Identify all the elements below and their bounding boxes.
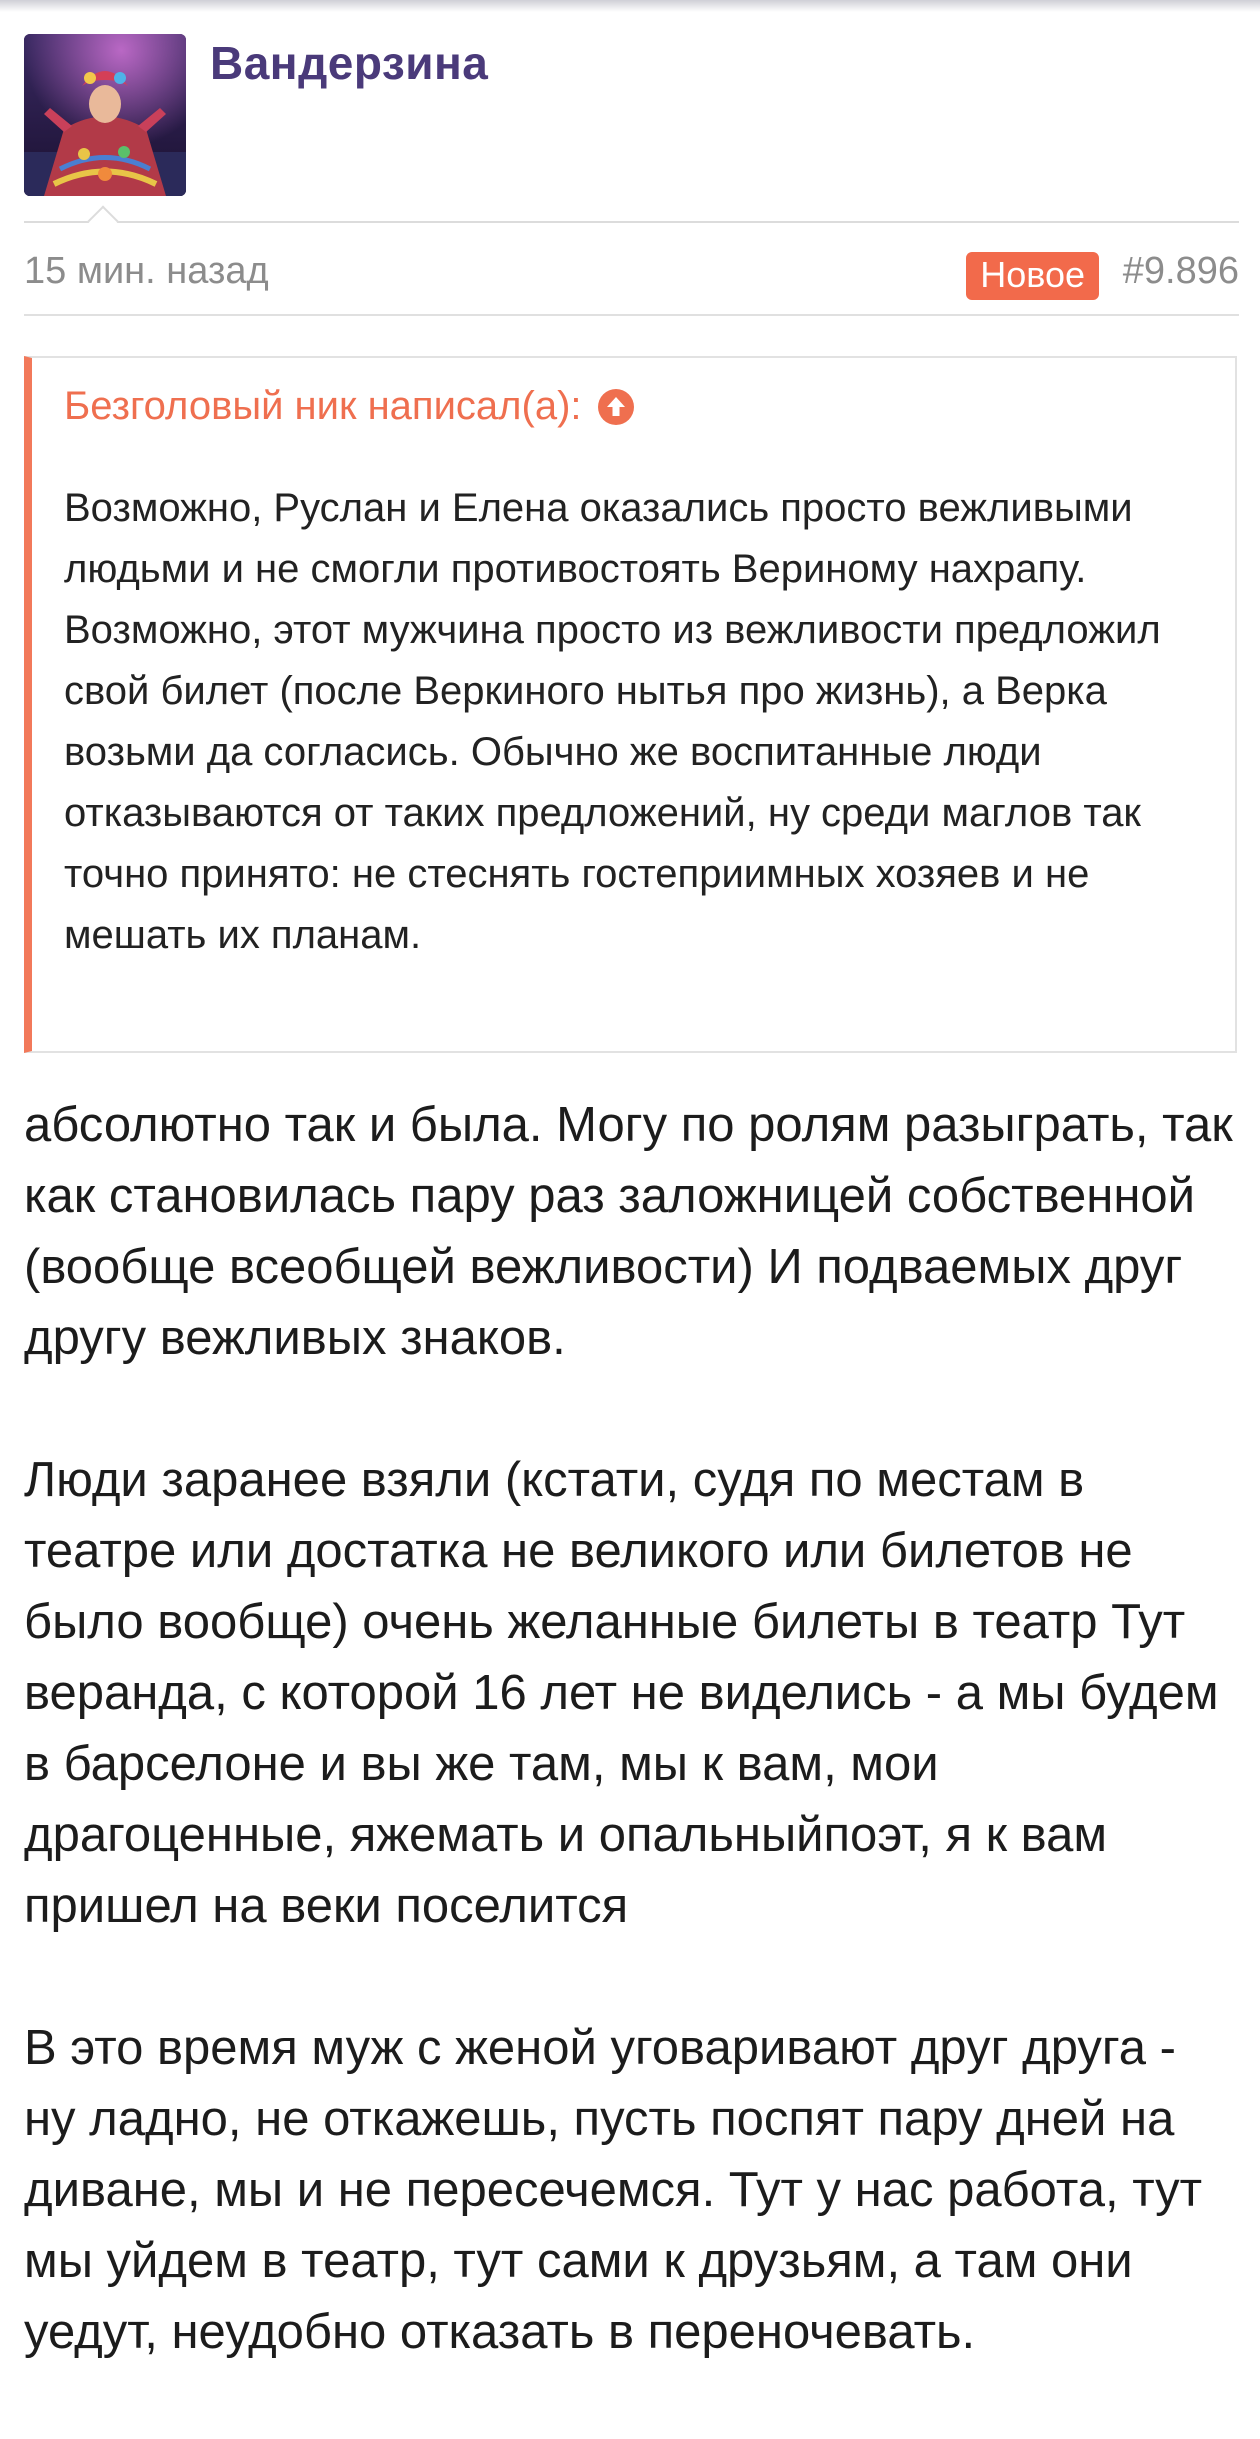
post-meta-row	[24, 240, 1239, 310]
meta-divider	[24, 314, 1239, 316]
author-avatar[interactable]	[24, 34, 186, 196]
post-body	[24, 1090, 1239, 2439]
quote-block	[24, 356, 1237, 1053]
author-name[interactable]: Вандерзина	[210, 37, 489, 89]
new-badge: Новое	[966, 252, 1099, 300]
post-paragraph: В это время муж с женой уговаривают друг друга - ну ладно, не откажешь, пусть поспят пару дней на диване, мы и не пересечемся. Тут у нас работа, тут мы уйдем в театр, тут сами к друзьям, а там они уедут, неудобно отказать в переночевать.	[24, 2021, 1203, 2359]
post-paragraph: Люди заранее взяли (кстати, судя по местам в театре или достатка не великого или билетов не было вообще) очень желанные билеты в театр Тут веранда, с которой 16 лет не виделись - а мы будем в барселоне и вы же там, мы к вам, мои драгоценные, яжемать и опальныйпоэт, я к вам пришел на веки поселится	[24, 1453, 1219, 1933]
quote-text: Возможно, Руслан и Елена оказались просто вежливыми людьми и не смогли противостоять Вериному нахрапу. Возможно, этот мужчина просто из вежливости предложил свой билет (после Веркиного нытья про жизнь), а Верка возьми да согласись. Обычно же воспитанные люди отказываются от таких предложений, ну среди маглов так точно принято: не стеснять гостеприимных хозяев и не мешать их планам.	[64, 486, 1161, 957]
post-header	[0, 0, 1260, 222]
header-divider	[24, 221, 1239, 223]
user-avatar-photo-icon	[24, 34, 186, 196]
quote-author: Безголовый ник написал(а):	[64, 384, 582, 428]
arrow-up-circle-icon[interactable]	[596, 387, 636, 427]
post-paragraph: абсолютно так и была. Могу по ролям разыграть, так как становилась пару раз заложницей собственной (вообще всеобщей вежливости) И подваемых друг другу вежливых знаков.	[24, 1098, 1233, 1365]
post-number-link[interactable]: #9.896	[1122, 250, 1239, 292]
post-timestamp: 15 мин. назад	[24, 250, 269, 292]
quote-author-row	[64, 384, 636, 429]
